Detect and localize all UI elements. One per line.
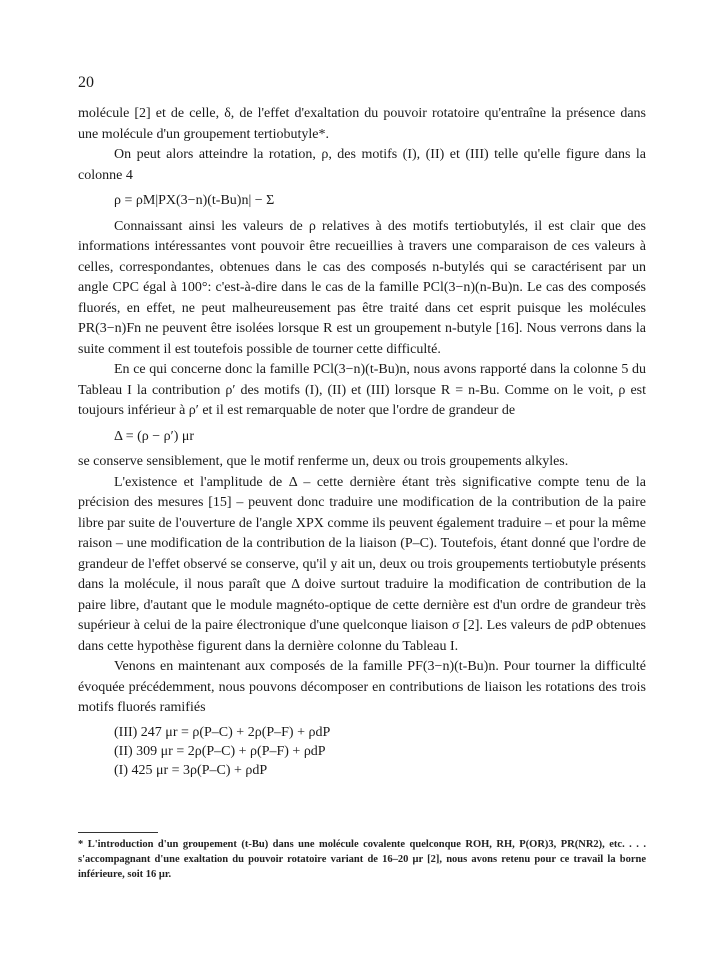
footnote: [78, 837, 646, 882]
equation-i: (I) 425 μr = 3ρ(P–C) + ρdP: [114, 762, 268, 778]
paragraph-alkyl: se conserve sensiblement, que le motif renferme un, deux ou trois groupements alkyles.: [78, 454, 569, 469]
paragraph-pcl-family: En ce qui concerne donc la famille PCl(3−n)(t-Bu)n, nous avons rapporté dans la colonne 5 du Tableau I la contribution ρ′ des motifs (I), (II) et (III) lorsque R = n-Bu. Comme on le voit, ρ est toujours inférieur à ρ′ et il est remarquable de noter que l'ordre de grandeur de: [78, 362, 646, 418]
page-number: 20: [78, 74, 94, 91]
paragraph-rotation: On peut alors atteindre la rotation, ρ, des motifs (I), (II) et (III) telle qu'elle figure dans la colonne 4: [78, 147, 646, 183]
body-text: [78, 104, 646, 780]
equation-iii: (III) 247 μr = ρ(P–C) + 2ρ(P–F) + ρdP: [114, 724, 331, 740]
footnote-text: * L'introduction d'un groupement (t-Bu) dans une molécule covalente quelconque ROH, RH, P(OR)3, PR(NR2), etc. . . . s'accompagnant d'une exaltation du pouvoir rotatoire variant de 16–20 μr [2], nous avons retenu pour ce travail la borne inférieure, soit 16 μr.: [78, 839, 646, 880]
equation-list: [78, 723, 646, 780]
formula-delta: Δ = (ρ − ρ′) μr: [114, 428, 195, 444]
paragraph-continuation: molécule [2] et de celle, δ, de l'effet d'exaltation du pouvoir rotatoire qu'entraîne la présence dans une molécule d'un groupement tertiobutyle*.: [78, 106, 646, 142]
footnote-divider: [78, 832, 158, 833]
paragraph-pf-family: Venons en maintenant aux composés de la famille PF(3−n)(t-Bu)n. Pour tourner la difficulté évoquée précédemment, nous pouvons décomposer en contributions de liaison les rotations des trois motifs fluorés ramifiés: [78, 659, 646, 715]
formula-rho: ρ = ρM|PX(3−n)(t-Bu)n| − Σ: [114, 193, 275, 208]
equation-ii: (II) 309 μr = 2ρ(P–C) + ρ(P–F) + ρdP: [114, 743, 326, 759]
paragraph-delta-existence: L'existence et l'amplitude de Δ – cette dernière étant très significative compte tenu de la précision des mesures [15] – peuvent donc traduire une modification de la contribution de la paire libre par suite de l'ouverture de l'angle XPX comme ils peuvent également traduire – et pour la même raison – une modification de la contribution de la liaison (P–C). Toutefois, étant donné que l'ordre de grandeur de l'effet observé se conserve, qu'il y ait un, deux ou trois groupements tertiobutyle présents dans la molécule, il nous paraît que Δ doive surtout traduire la modification de contribution de la paire libre, d'autant que le module magnéto-optique de cette dernière est d'un ordre de grandeur très supérieur à celui de la paire électronique d'une quelconque liaison σ [2]. Les valeurs de ρdP obtenues dans cette hypothèse figurent dans la dernière colonne du Tableau I.: [78, 474, 646, 654]
paragraph-tertiobutyl: Connaissant ainsi les valeurs de ρ relatives à des motifs tertiobutylés, il est clair que des informations intéressantes vont pouvoir être recueillies à travers une comparaison de ces valeurs à celles, correspondantes, obtenues dans le cas des composés n-butylés qui se caractérisent par un angle CPC égal à 100°: c'est-à-dire dans le cas de la famille PCl(3−n)(n-Bu)n. Le cas des composés fluorés, en effet, ne peut malheureusement pas être traité dans cet esprit puisque les molécules PR(3−n)Fn ne peuvent être isolées lorsque R est un groupement n-butyle [16]. Nous verrons dans la suite comment il est toutefois possible de tourner cette difficulté.: [78, 218, 646, 357]
